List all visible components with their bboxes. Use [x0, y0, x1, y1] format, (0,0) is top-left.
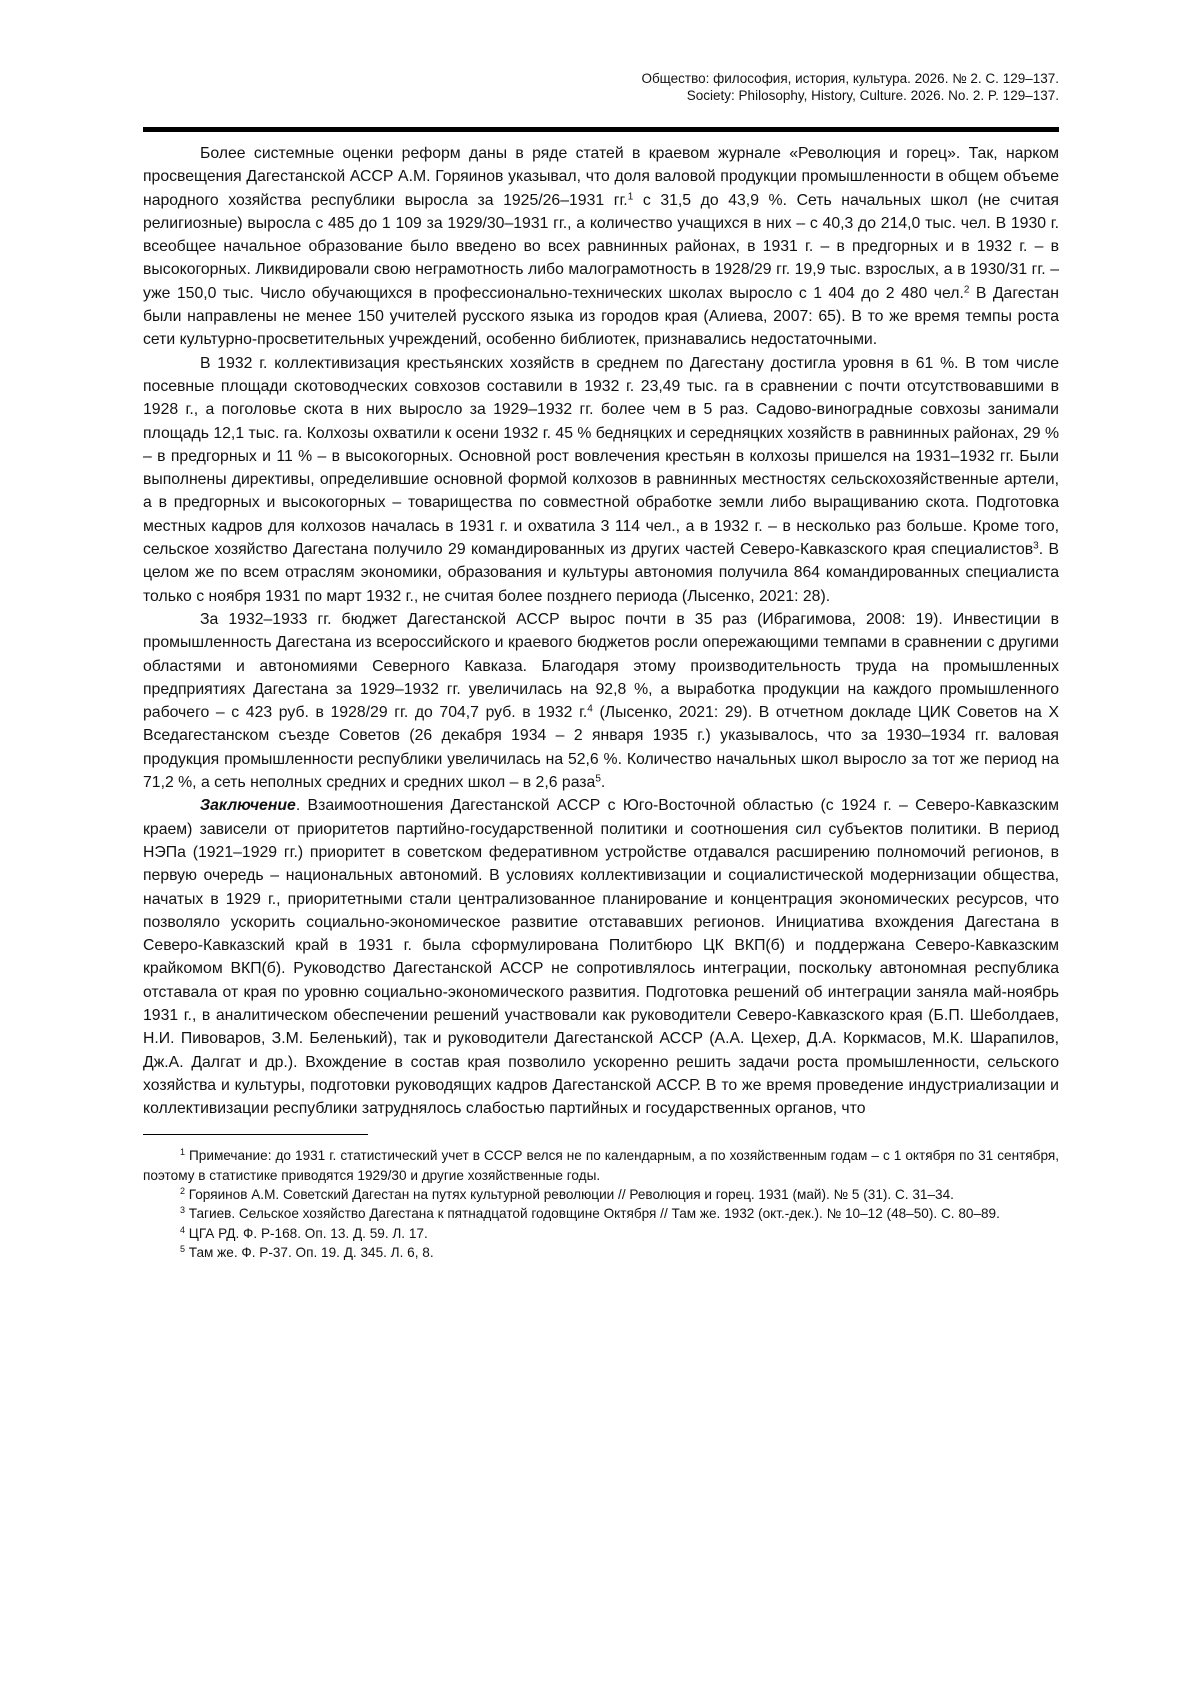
footnote-ref-1[interactable]: 1 [627, 191, 634, 203]
header-rule [143, 127, 1059, 132]
footnote-text: Там же. Ф. Р-37. Оп. 19. Д. 345. Л. 6, 8. [185, 1244, 434, 1260]
footnote-item [143, 1243, 1059, 1262]
footnote-number: 1 [180, 1147, 186, 1158]
footnote-item [143, 1185, 1059, 1204]
conclusion-heading: Заключение [200, 797, 296, 815]
footnote-text: Примечание: до 1931 г. статистический учет в СССР велся не по календарным, а по хозяйственным годам – с 1 октября по 31 сентября, поэтому в статистике приводятся 1929/30 и другие хозяйственные годы. [143, 1148, 1059, 1183]
footnote-text: Тагиев. Сельское хозяйство Дагестана к пятнадцатой годовщине Октября // Там же. 1932 (окт.-дек.). № 10–12 (48–50). С. 80–89. [185, 1206, 1000, 1222]
footnote-text: ЦГА РД. Ф. Р-168. Оп. 13. Д. 59. Л. 17. [185, 1225, 428, 1241]
paragraph-2-text-a: В 1932 г. коллективизация крестьянских хозяйств в среднем по Дагестану достигла уровня в 61 %. В том числе посевные площади скотоводческих совхозов составили в 1932 г. 23,49 тыс. га в сравнении с почти отсутствовавшими в 1928 г., а поголовье скота в них выросло за 1929–1932 гг. более чем в 5 раз. Садово-виноградные совхозы занимали площадь 12,1 тыс. га. Колхозы охватили к осени 1932 г. 45 % бедняцких и середняцких хозяйств в равнинных районах, 29 % – в предгорных и 11 % – в высокогорных. Основной рост вовлечения крестьян в колхозы пришелся на 1931–1932 гг. Были выполнены директивы, определившие основной формой колхозов в равнинных местностях сельскохозяйственные артели, а в предгорных и высокогорных – товарищества по совместной обработке земли либо выращиванию скота. Подготовка местных кадров для колхозов началась в 1931 г. и охватила 3 114 чел., а в 1932 г. – в несколько раз больше. Кроме того, сельское хозяйство Дагестана получило 29 командированных из других частей Северо-Кавказского края специалистов [143, 354, 1059, 559]
running-header [143, 70, 1059, 104]
paragraph-1-text-b: с 31,5 до 43,9 %. Сеть начальных школ (не считая религиозные) выросла с 485 до 1 109 за 1929/30–1931 гг., а количество учащихся в них – с 40,3 до 214,0 тыс. чел. В 1930 г. всеобщее начальное образование было введено во всех равнинных районах, в 1931 г. – в предгорных и в 1932 г. – в высокогорных. Ликвидировали свою неграмотность либо малограмотность в 1928/29 гг. 19,9 тыс. взрослых, а в 1930/31 гг. – уже 150,0 тыс. Число обучающихся в профессионально-технических школах выросло с 1 404 до 2 480 чел. [143, 191, 1059, 302]
paragraph-3 [143, 608, 1059, 794]
paragraph-1 [143, 142, 1059, 352]
paragraph-3-text-a: За 1932–1933 гг. бюджет Дагестанской АССР вырос почти в 35 раз (Ибрагимова, 2008: 19). Инвестиции в промышленность Дагестана из всероссийского и краевого бюджетов росли опережающими темпами в сравнении с другими областями и автономиями Северного Кавказа. Благодаря этому производительность труда на промышленных предприятиях Дагестана за 1929–1932 гг. увеличилась на 92,8 %, а выработка продукции на каждого промышленного рабочего – с 423 руб. в 1928/29 гг. до 704,7 руб. в 1932 г. [143, 610, 1059, 722]
footnote-ref-3[interactable]: 3 [1033, 540, 1039, 552]
paragraph-3-text-c: . [600, 774, 606, 792]
footnote-separator [143, 1134, 368, 1135]
footnote-item [143, 1204, 1059, 1223]
footnote-ref-2[interactable]: 2 [963, 284, 970, 296]
footnote-number: 5 [180, 1244, 186, 1255]
paragraph-2-text-b: . В целом же по всем отраслям экономики, образования и культуры автономия получила 864 командированных специалиста только с ноября 1931 по март 1932 г., не считая более позднего периода (Лысенко, 2021: 28). [143, 541, 1059, 605]
footnote-item [143, 1224, 1059, 1243]
footnote-number: 4 [180, 1224, 186, 1235]
running-header-ru: Общество: философия, история, культура. 2026. № 2. С. 129–137. [641, 71, 1059, 86]
footnote-text: Горяинов А.М. Советский Дагестан на путях культурной революции // Революция и горец. 1931 (май). № 5 (31). С. 31–34. [185, 1187, 954, 1203]
paragraph-1-text-c: В Дагестан были направлены не менее 150 учителей русского языка из городов края (Алиева, 2007: 65). В то же время темпы роста сети культурно-просветительных учреждений, особенно библиотек, признавались недостаточными. [143, 284, 1059, 349]
paragraph-2 [143, 352, 1059, 608]
paragraph-1-text-a: Более системные оценки реформ даны в ряде статей в краевом журнале «Революция и горец». Так, нарком просвещения Дагестанской АССР А.М. Горяинов указывал, что доля валовой продукции промышленности в общем объеме народного хозяйства республики выросла за 1925/26–1931 гг. [143, 145, 1059, 209]
journal-page [143, 70, 1059, 1262]
footnotes [143, 1146, 1059, 1262]
paragraph-4-text: . Взаимоотношения Дагестанской АССР с Юго-Восточной областью (с 1924 г. – Северо-Кавказским краем) зависели от приоритетов партийно-государственной политики и соотношения сил субъектов политики. В период НЭПа (1921–1929 гг.) приоритет в советском федеративном устройстве отдавался расширению полномочий регионов, в первую очередь – национальных автономий. В условиях коллективизации и социалистической модернизации общества, начатых в 1929 г., приоритетными стали централизованное планирование и концентрация экономических ресурсов, что позволяло ускорить социально-экономическое развитие отстававших регионов. Инициатива вхождения Дагестана в Северо-Кавказский край в 1931 г. была сформулирована Политбюро ЦК ВКП(б) и поддержана Северо-Кавказским крайкомом ВКП(б). Руководство Дагестанской АССР не сопротивлялось интеграции, поскольку автономная республика отставала от края по уровню социально-экономического развития. Подготовка решений об интеграции заняла май-ноябрь 1931 г., в аналитическом обеспечении решений участвовали как руководители Северо-Кавказского края (Б.П. Шеболдаев, Н.И. Пивоваров, З.М. Беленький), так и руководители Дагестанской АССР (А.А. Цехер, Д.А. Коркмасов, М.К. Шарапилов, Дж.А. Далгат и др.). Вхождение в состав края позволило ускоренно решить задачи роста промышленности, сельского хозяйства и культуры, подготовки руководящих кадров Дагестанской АССР. В то же время проведение индустриализации и коллективизации республики затруднялось слабостью партийных и государственных органов, что [143, 797, 1059, 1118]
paragraph-3-text-b: (Лысенко, 2021: 29). В отчетном докладе ЦИК Советов на X Вседагестанском съезде Советов (26 декабря 1934 – 2 января 1935 г.) указывалось, что за 1930–1934 гг. валовая продукция промышленности республики увеличилась на 52,6 %. Количество начальных школ выросло за тот же период на 71,2 %, а сеть неполных средних и средних школ – в 2,6 раза [143, 704, 1059, 792]
running-header-en: Society: Philosophy, History, Culture. 2026. No. 2. P. 129–137. [686, 88, 1059, 103]
footnote-ref-4[interactable]: 4 [587, 703, 593, 715]
footnote-number: 2 [180, 1186, 186, 1197]
footnote-number: 3 [180, 1205, 186, 1216]
footnote-item [143, 1146, 1059, 1185]
footnote-ref-5[interactable]: 5 [595, 773, 601, 785]
article-body [143, 142, 1059, 1120]
paragraph-4 [143, 794, 1059, 1120]
